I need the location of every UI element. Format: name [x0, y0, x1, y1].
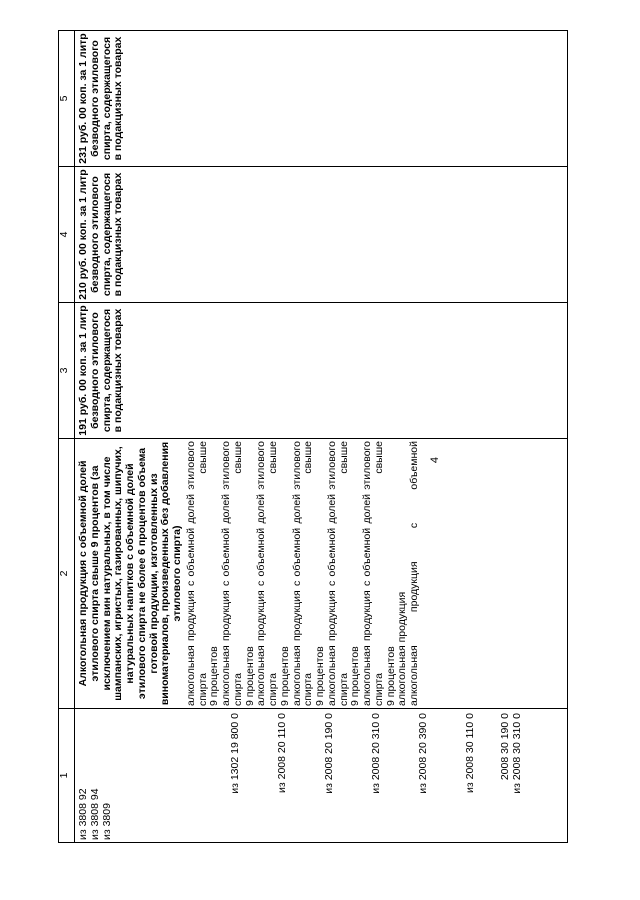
- table-row: [75, 31, 568, 843]
- page-number: 4: [429, 456, 442, 464]
- codes-spacer: [116, 711, 230, 840]
- list-item: [362, 441, 397, 706]
- item-text: 9 процентов: [349, 646, 362, 706]
- description-cell: [75, 439, 568, 709]
- header-col-3: 3: [59, 303, 75, 439]
- item-text: 9 процентов: [384, 646, 397, 706]
- item-text: алкогольная продукция с объемной долей этилового спирта свыше: [255, 441, 279, 706]
- item-text: 9 процентов: [314, 646, 326, 706]
- list-item: [256, 441, 291, 706]
- row-code: из 2008 30 310 0: [510, 713, 523, 794]
- rotated-document-sheet: [58, 31, 568, 843]
- rate-cell-col4: 210 руб. 00 коп. за 1 литр безводного этилового спирта, содержащегося в подакцизных товарах: [75, 167, 568, 303]
- item-text: алкогольная продукция: [396, 591, 409, 706]
- top-codes: [78, 711, 116, 840]
- item-text: алкогольная продукция с объемной долей этилового спирта свыше: [290, 441, 315, 706]
- main-description: Алкогольная продукция с объемной долей этилового спирта свыше 9 процентов (за исключением вин натуральных, в том числе шампанских, игристых, газированных, шипучих, натуральных напитков с объемной долей этилового спирта не более 6 процентов объема готовой продукции, изготовленных из виноматериалов, произведенных без добавления этилового спирта): [77, 441, 183, 706]
- list-item: [409, 441, 421, 706]
- item-text: алкогольная продукция с объемной долей этилового спирта свыше: [361, 441, 385, 706]
- row-code: из 2008 20 310 0: [370, 713, 382, 794]
- row-code: из 2008 20 390 0: [417, 713, 429, 794]
- excise-rates-table: [58, 30, 568, 843]
- item-text: алкогольная продукция с объемной долей этилового спирта свыше: [325, 441, 350, 706]
- header-col-1: 1: [59, 709, 75, 843]
- item-text: 9 процентов: [278, 646, 291, 706]
- list-item: [292, 441, 327, 706]
- list-item: [186, 441, 221, 706]
- item-text: алкогольная продукция с объемной долей этилового спирта свыше: [184, 441, 209, 706]
- rate-cell-col5: 231 руб. 00 коп. за 1 литр безводного этилового спирта, содержащегося в подакцизных товарах: [75, 31, 568, 167]
- item-text: алкогольная продукция с объемной долей этилового спирта свыше: [220, 441, 244, 706]
- row-code: из 2008 30 110 0: [464, 713, 476, 793]
- row-code: из 2008 20 190 0: [323, 713, 335, 794]
- header-row: [59, 31, 75, 843]
- code-item: из 3808 92: [77, 788, 89, 840]
- item-text: алкогольная продукция с объемной: [408, 441, 420, 706]
- header-col-2: 2: [59, 439, 75, 709]
- codes-cell: [75, 709, 568, 843]
- rate-cell-col3: 191 руб. 00 коп. за 1 литр безводного этилового спирта, содержащегося в подакцизных товарах: [75, 303, 568, 439]
- header-col-5: 5: [59, 31, 75, 167]
- item-text: 9 процентов: [208, 646, 221, 706]
- row-code: 2008 30 190 0: [499, 713, 511, 781]
- code-item: из 3808 94: [88, 788, 101, 840]
- row-code: из 1302 19 800 0: [229, 713, 241, 794]
- row-code: из 2008 20 110 0: [276, 713, 288, 793]
- item-text: 9 процентов: [243, 646, 256, 706]
- list-item: [327, 441, 362, 706]
- list-item: [221, 441, 256, 706]
- code-item: из 3809: [100, 803, 113, 840]
- header-col-4: 4: [59, 167, 75, 303]
- row-codes: [230, 711, 524, 840]
